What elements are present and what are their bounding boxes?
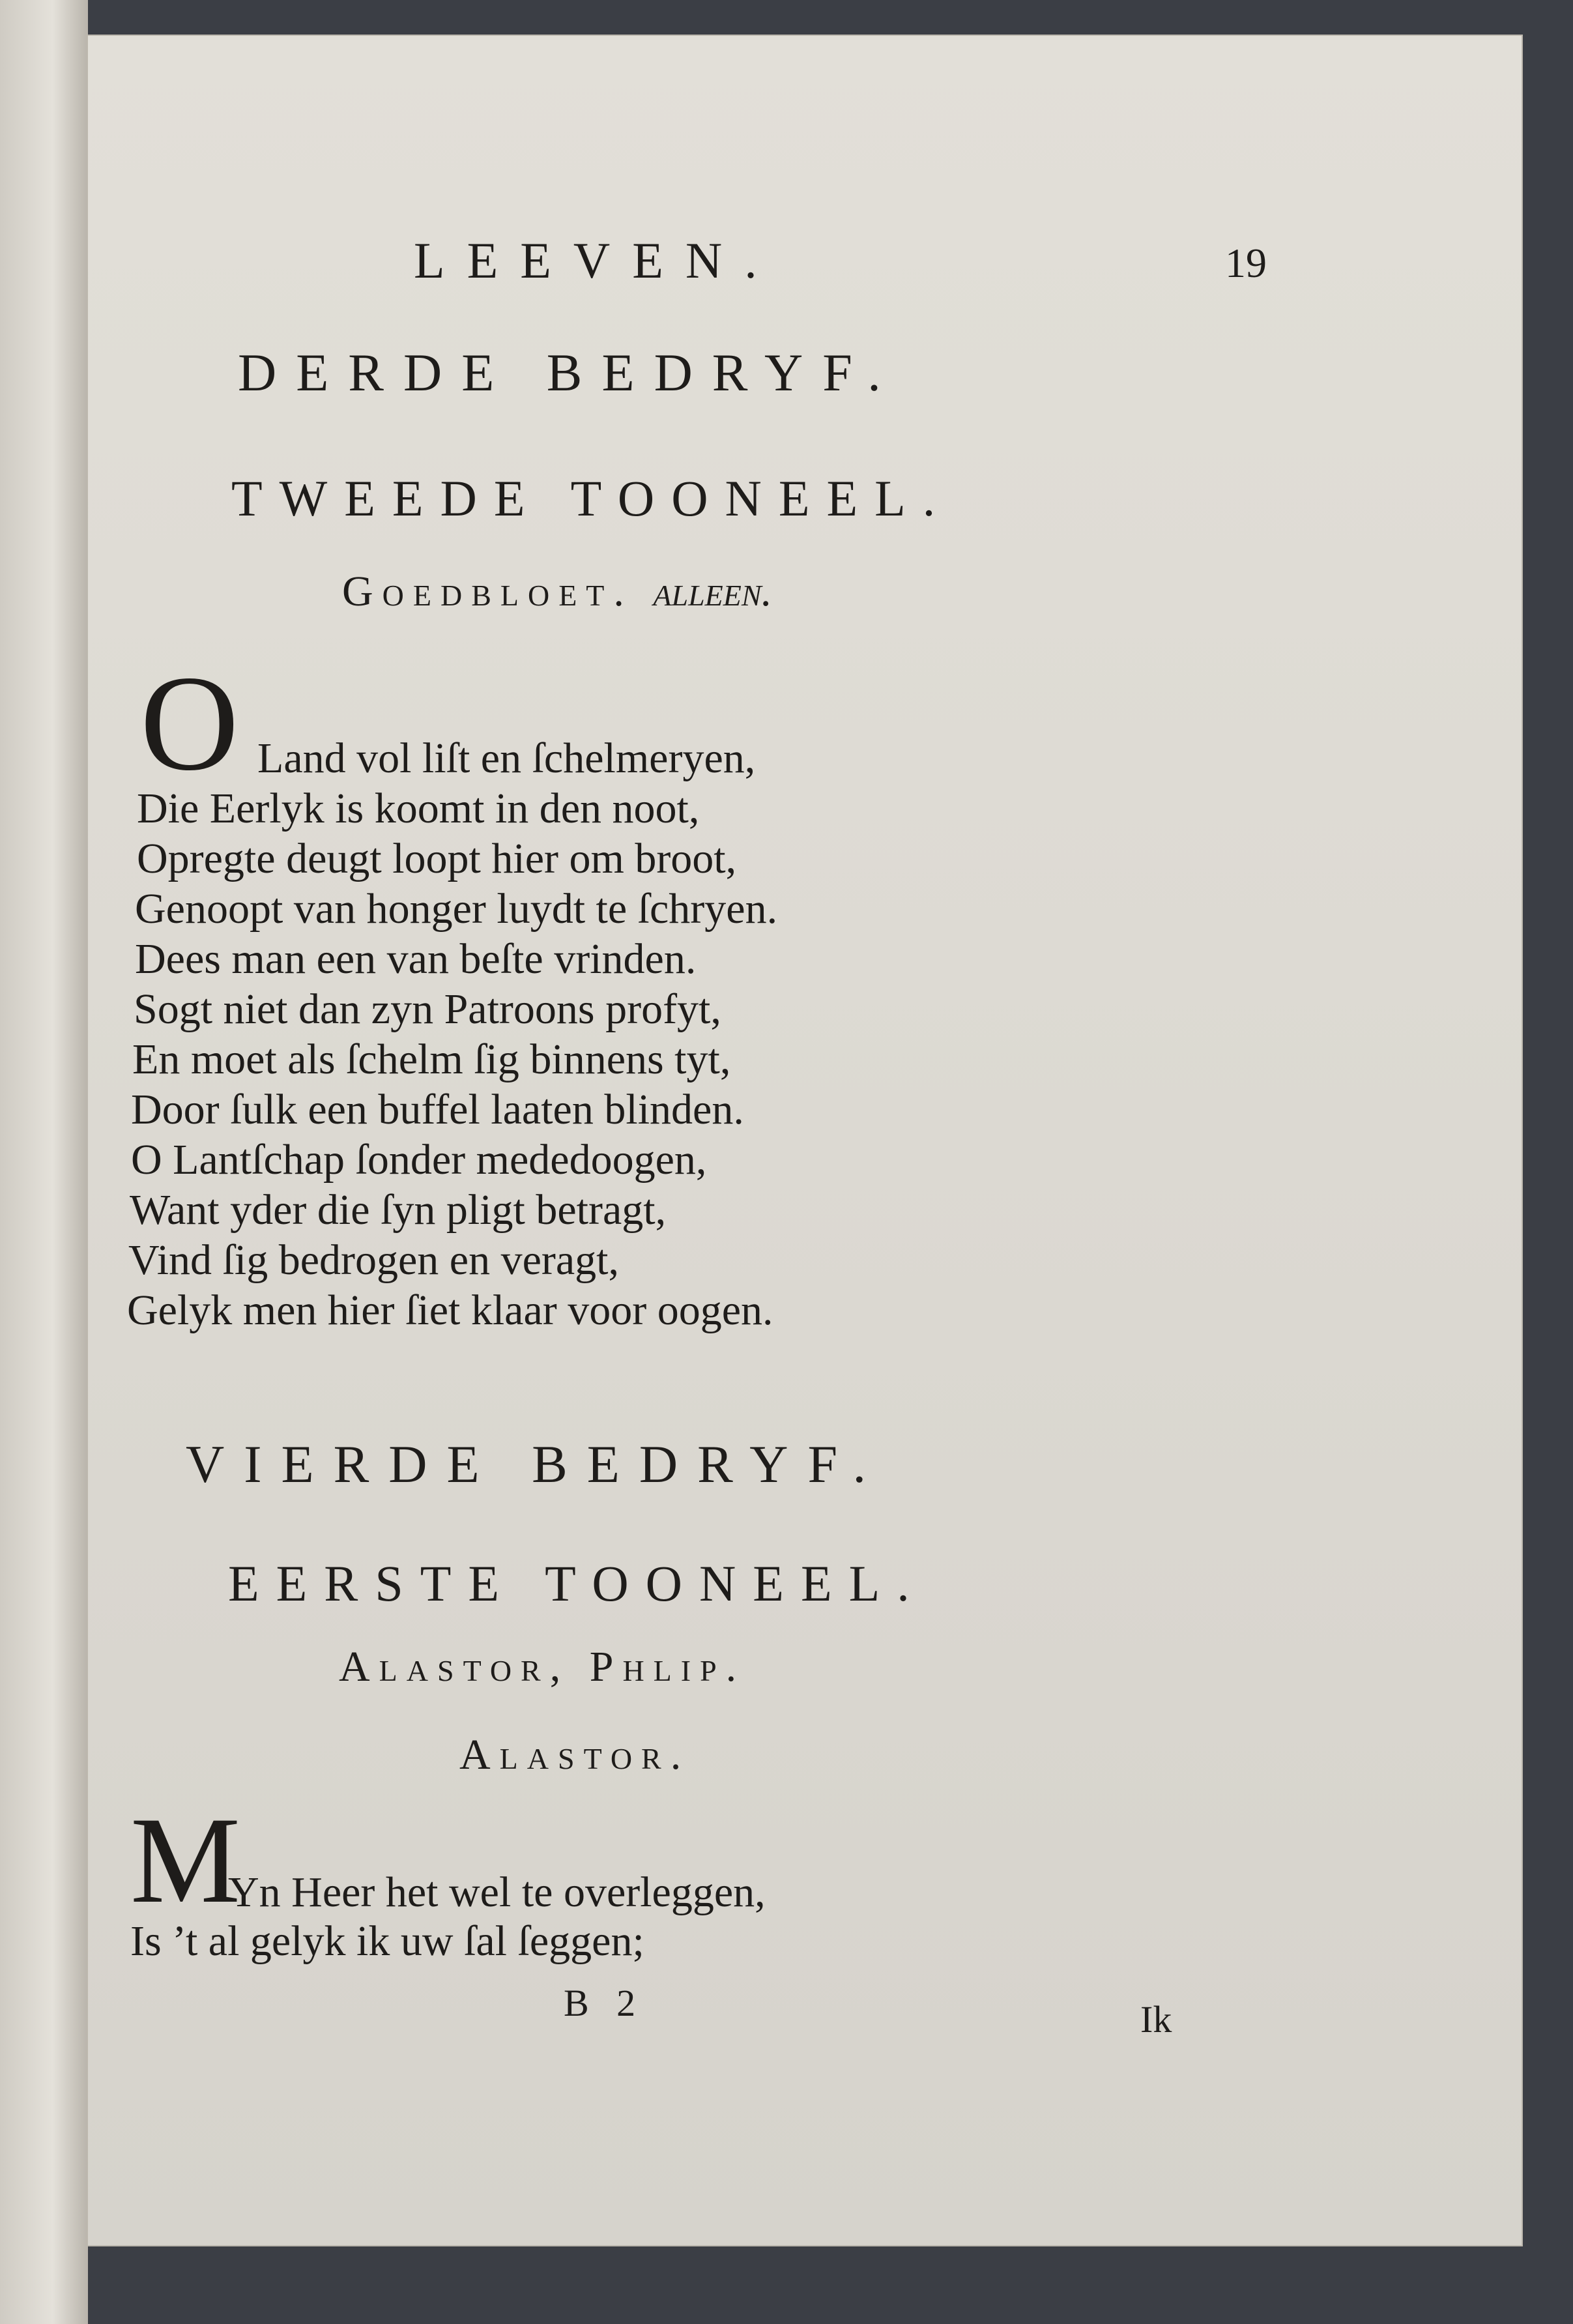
act-heading: DERDE BEDRYF. xyxy=(238,343,901,402)
verse-line: Gelyk men hier ſiet klaar voor oogen. xyxy=(127,1286,773,1334)
verse-line: En moet als ſchelm ſig binnens tyt, xyxy=(132,1036,731,1083)
signature-mark: B 2 xyxy=(564,1982,645,2024)
verse-line: O Lantſchap ſonder mededoogen, xyxy=(131,1136,707,1184)
verse-line: Is ’t al gelyk ik uw ſal ſeggen; xyxy=(130,1917,644,1965)
catchword: Ik xyxy=(1140,1998,1172,2041)
page-number: 19 xyxy=(1225,240,1267,286)
scene-heading: TWEEDE TOONEEL. xyxy=(231,470,953,527)
character-name: Goedbloet. xyxy=(342,568,633,615)
verse-line: Genoopt van honger luydt te ſchryen. xyxy=(135,885,778,933)
drop-cap: O xyxy=(140,648,239,799)
stage-direction: alleen. xyxy=(653,568,773,615)
verse-line: Want yder die ſyn pligt betragt, xyxy=(130,1186,667,1234)
verse-line: Door ſulk een buffel laaten blinden. xyxy=(131,1086,744,1133)
verse-line: Vind ſig bedrogen en veragt, xyxy=(128,1236,619,1284)
verse-line: Opregte deugt loopt hier om broot, xyxy=(137,835,737,882)
persons-line: Alastor, Phlip. xyxy=(339,1643,746,1691)
drop-cap: M xyxy=(130,1792,240,1929)
book-page xyxy=(88,36,1522,2245)
facing-page-edge xyxy=(0,0,88,2324)
speaker-name: Alastor. xyxy=(459,1731,691,1779)
verse-line: Dees man een van beſte vrinden. xyxy=(135,935,697,983)
running-head: LEEVEN. xyxy=(414,232,779,289)
verse-line: Land vol liſt en ſchelmeryen, xyxy=(257,734,756,782)
scene-heading: EERSTE TOONEEL. xyxy=(228,1555,927,1612)
verse-line: Yn Heer het wel te overleggen, xyxy=(228,1868,766,1916)
persons-line xyxy=(342,567,772,617)
verse-line: Sogt niet dan zyn Patroons profyt, xyxy=(134,985,721,1033)
act-heading: VIERDE BEDRYF. xyxy=(186,1434,886,1494)
verse-line: Die Eerlyk is koomt in den noot, xyxy=(137,785,700,832)
